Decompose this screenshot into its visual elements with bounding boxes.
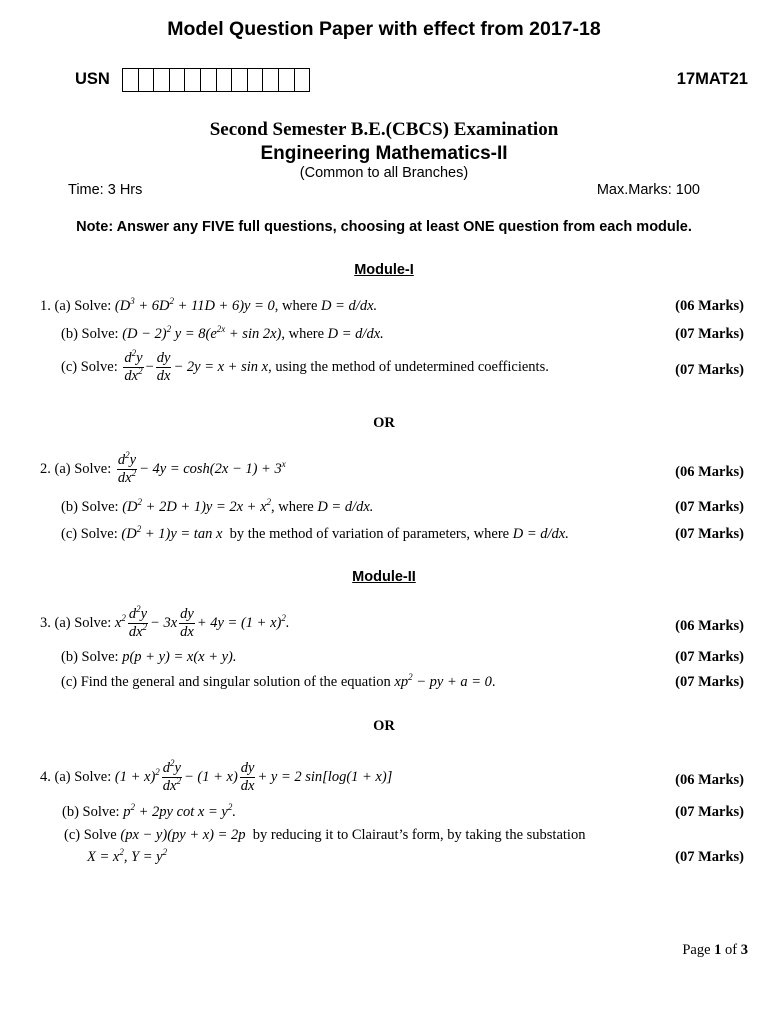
question-number: 3. [40,614,51,631]
equation: $(D - 2)^2$ $y = 8(e^{2x} + \sin 2x)$ [122,324,282,342]
part-label: (c) Solve [64,827,117,843]
substitution [87,849,167,866]
module-title: Module-I [354,262,414,278]
equation: $(D^3 + 6D^2 + 11D + 6)y = 0$ [114,296,275,314]
part-label: (a) Solve: [54,614,112,631]
question-2c [61,526,569,543]
module-title: Module-II [352,569,416,585]
question-3b [61,649,237,666]
part-label: (c) Solve: [61,526,118,542]
common-note: (Common to all Branches) [299,165,469,181]
exam-title: Second Semester B.E.(CBCS) Examination [209,119,559,140]
subject-code: 17MAT21 [676,70,748,88]
question-2a [40,452,286,486]
fraction: $\frac{d^2y}{dx^2}$ [124,348,143,384]
part-label: (a) Solve: [54,768,112,785]
usn-box [232,68,248,92]
equation: − $4y = \cosh(2x - 1) + 3^x$ [139,458,286,477]
fraction: $\frac{dy}{dx}$ [240,760,255,794]
page-number: 1 [714,942,722,958]
equation: $p^2 + 2py$ $\cot x = y^2$. [123,802,236,820]
subject-title: Engineering Mathematics-II [260,143,508,164]
question-number: 1. [40,298,51,314]
equation: $xp^2$ − py + a = 0 [394,672,492,690]
marks-label: (07 Marks) [675,326,744,342]
usn-box [154,68,170,92]
fraction: $\frac{dy}{dx}$ [156,350,171,384]
part-text: , where [281,326,325,342]
or-separator: OR [373,718,395,734]
question-1a [40,298,377,315]
usn-box [248,68,264,92]
part-label: (a) Solve: [54,298,112,314]
question-1c: (c) Solve: $\frac{d^2y}{dx^2}$ − $\frac{dy}{dx}$ − 2y = x + sin x , using the method of undetermined coefficients. [61,348,549,384]
operator-definition: D = d/dx. [327,326,384,342]
marks-label: (07 Marks) [675,849,744,865]
usn-box [123,68,139,92]
equation: + $4y = (1 + x)^2$. [196,612,290,631]
equation: $(D^2 + 2D + 1)y = 2x + x^2$ [122,497,272,515]
marks-label: (07 Marks) [675,674,744,690]
marks-label: (07 Marks) [675,649,744,665]
equation: $X = x^2$, $Y = y^2$ [87,847,168,865]
page-prefix: Page [682,942,711,958]
question-2b [61,499,373,516]
instructions-note: Note: Answer any FIVE full questions, choosing at least ONE question from each module. [76,219,692,235]
part-label: (c) Solve: [61,358,118,375]
part-label: (b) Solve: [61,649,119,665]
marks-label: (06 Marks) [675,618,744,634]
question-1b [61,326,384,343]
part-label: (b) Solve: [61,499,119,515]
part-label: (a) Solve: [54,460,112,477]
usn-box [170,68,186,92]
page-of: of [725,942,738,958]
equation: $(D^2 + 1)y = \tan x$ [121,524,223,542]
part-text: , using the method of undetermined coefficients. [268,358,549,375]
equation: p(p + y) = x(x + y). [122,649,237,665]
marks-label: (07 Marks) [675,526,744,542]
part-label: (c) Find the general and singular solution of the equation [61,674,391,690]
fraction: $\frac{d^2y}{dx^2}$ [128,604,148,640]
part-text: , where [274,298,318,314]
question-number: 2. [40,460,51,477]
marks-label: (07 Marks) [675,499,744,515]
usn-box [263,68,279,92]
usn-box [185,68,201,92]
fraction: $\frac{d^2y}{dx^2}$ [162,758,181,794]
part-label: (b) Solve: [62,804,120,820]
usn-box [295,68,311,92]
usn-box [279,68,295,92]
fraction: $\frac{d^2y}{dx^2}$ [117,450,137,486]
equation: (px − y)(py + x) = 2p [120,827,246,843]
time-label: Time: 3 Hrs [68,182,143,198]
part-text: by reducing it to Clairaut’s form, by taking the substation [252,827,586,843]
operator-definition: D = d/dx. [321,298,378,314]
paper-title: Model Question Paper with effect from 2017-18 [167,18,601,40]
question-number: 4. [40,768,51,785]
marks-label: (06 Marks) [675,464,744,480]
usn-label: USN [75,70,110,88]
fraction: $\frac{dy}{dx}$ [180,606,194,640]
equation: − 2y = x + sin x [173,358,269,375]
marks-label: (07 Marks) [675,804,744,820]
page-indicator [682,942,748,959]
part-text: , where [271,499,314,515]
usn-boxes [122,68,310,92]
page-total: 3 [740,942,748,958]
or-separator: OR [373,415,395,431]
max-marks-label: Max.Marks: 100 [596,182,700,198]
question-3c: (c) Find the general and singular solution of the equation $xp^2$ − py + a = 0 . [61,672,496,690]
marks-label: (07 Marks) [675,362,744,378]
question-4a: 4. (a) Solve: $(1 + x)^2$ $\frac{d^2y}{dx^2}$ − (1 + x) $\frac{dy}{dx}$ + y = 2 sin[log(1 + x)] [40,758,393,794]
usn-box [139,68,155,92]
equation: + y = 2 sin[log(1 + x)] [257,768,393,785]
part-text: by the method of variation of parameters, where [229,526,510,542]
operator-definition: D = d/dx. [317,499,374,515]
usn-box [201,68,217,92]
marks-label: (06 Marks) [675,772,744,788]
operator-definition: D = d/dx. [512,526,569,542]
marks-label: (06 Marks) [675,298,744,314]
part-label: (b) Solve: [61,326,119,342]
question-4b [62,804,236,821]
question-3a: 3. (a) Solve: $x^2$ $\frac{d^2y}{dx^2}$ − 3x $\frac{dy}{dx}$ + $4y = (1 + x)^2$. [40,604,290,640]
usn-box [217,68,233,92]
question-4c [64,827,585,844]
